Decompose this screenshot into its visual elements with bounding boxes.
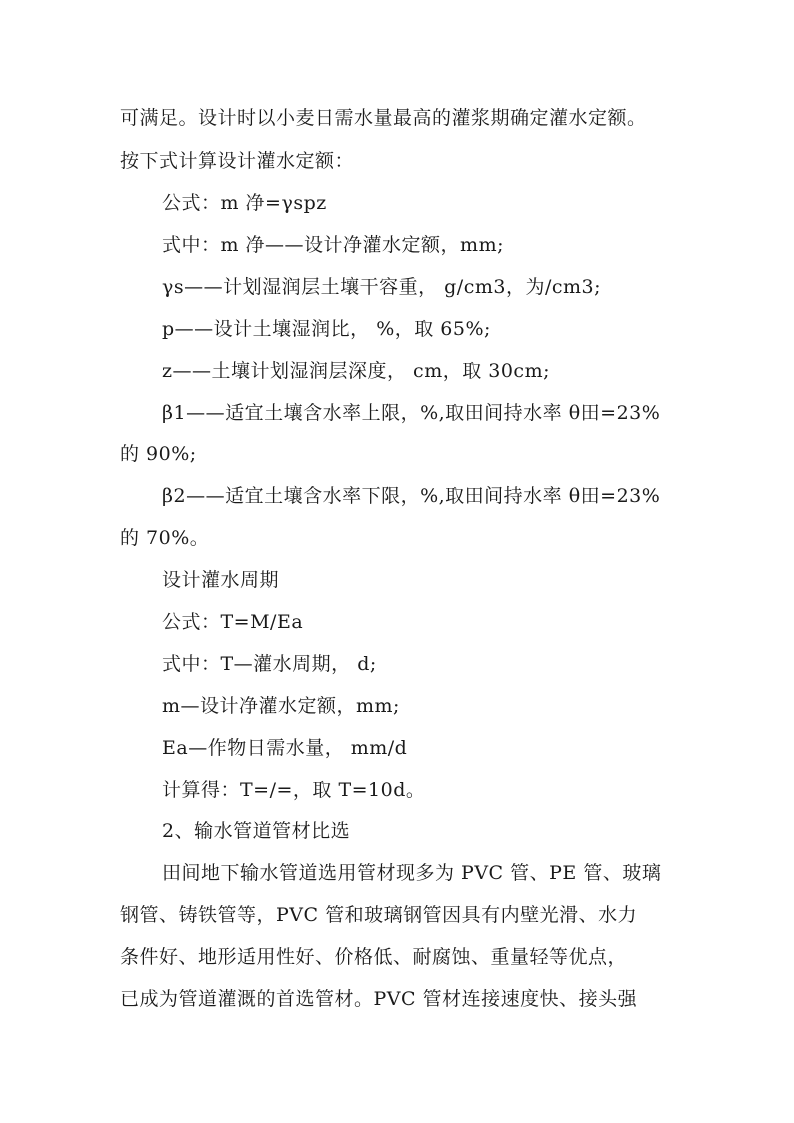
formula-line: 公式：m 净=γspz <box>162 192 327 214</box>
definition-line: β2——适宜土壤含水率下限，%,取田间持水率 θ田=23% <box>162 485 661 507</box>
definition-line-continuation: 的 90%; <box>120 443 197 465</box>
paragraph-line: 已成为管道灌溉的首选管材。PVC 管材连接速度快、接头强 <box>120 988 638 1010</box>
section-heading: 设计灌水周期 <box>162 569 280 591</box>
definition-line: 式中：m 净——设计净灌水定额，mm; <box>162 234 504 256</box>
definition-line: p——设计土壤湿润比， %，取 65%; <box>162 318 491 340</box>
paragraph-line: 条件好、地形适用性好、价格低、耐腐蚀、重量轻等优点， <box>120 946 628 968</box>
definition-line: m—设计净灌水定额，mm; <box>162 695 400 717</box>
definition-line: γs——计划湿润层土壤干容重， g/cm3，为/cm3; <box>162 276 602 298</box>
definition-line-continuation: 的 70%。 <box>120 527 210 549</box>
paragraph-line: 钢管、铸铁管等，PVC 管和玻璃钢管因具有内壁光滑、水力 <box>120 904 638 926</box>
section-heading: 2、输水管道管材比选 <box>162 820 351 842</box>
paragraph-line: 按下式计算设计灌水定额： <box>120 150 355 172</box>
result-line: 计算得：T=/=，取 T=10d。 <box>162 779 426 801</box>
definition-line: β1——适宜土壤含水率上限，%,取田间持水率 θ田=23% <box>162 402 661 424</box>
paragraph-line: 田间地下输水管道选用管材现多为 PVC 管、PE 管、玻璃 <box>162 862 662 884</box>
formula-line: 公式：T=M/Ea <box>162 611 304 633</box>
paragraph-line: 可满足。设计时以小麦日需水量最高的灌浆期确定灌水定额。 <box>120 107 647 129</box>
definition-line: Ea—作物日需水量， mm/d <box>162 737 408 759</box>
definition-line: 式中：T—灌水周期， d; <box>162 653 377 675</box>
definition-line: z——土壤计划湿润层深度， cm，取 30cm; <box>162 360 550 382</box>
